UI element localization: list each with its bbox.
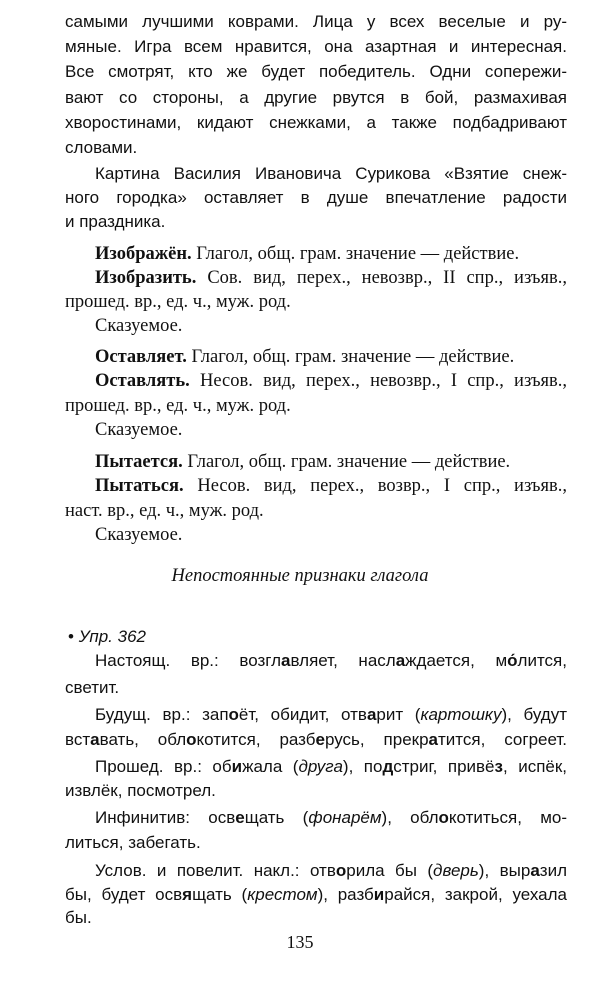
bold-text: з — [494, 757, 503, 776]
text-line — [95, 314, 567, 338]
text-segment: Сказуемое. — [95, 420, 183, 440]
text-segment: ёт, обидит, отв — [238, 705, 367, 724]
bold-text: и — [373, 885, 385, 904]
text-line — [95, 450, 567, 474]
text-line — [65, 676, 567, 700]
bold-text: о — [228, 705, 239, 724]
text-segment: светит. — [65, 678, 120, 697]
text-segment: стриг, привё — [393, 757, 495, 776]
text-segment: • — [68, 627, 79, 646]
text-segment: ), по — [342, 757, 383, 776]
text-segment: бы, будет осв — [65, 885, 183, 904]
italic-text: фонарём — [308, 808, 382, 827]
text-segment: лится, — [517, 651, 567, 670]
text-segment: котится, разб — [196, 730, 316, 749]
text-line — [95, 523, 567, 547]
page-number: 135 — [286, 932, 314, 952]
text-segment: вают со стороны, а другие рвутся в бой, размахивая — [65, 88, 567, 107]
text-line — [65, 906, 567, 930]
text-segment: Глагол, общ. грам. значение — действие. — [186, 347, 515, 367]
bold-text: Изобразить. — [95, 268, 197, 288]
text-line — [65, 210, 567, 234]
text-segment: Несов. вид, перех., возвр., I спр., изъяв., — [183, 476, 567, 496]
text-line — [95, 755, 567, 779]
text-segment: ), выр — [478, 861, 531, 880]
text-line — [95, 345, 567, 369]
text-segment: ), обл — [381, 808, 439, 827]
text-segment: Сказуемое. — [95, 316, 183, 336]
italic-text: дверь — [433, 861, 479, 880]
bold-text: Пытаться. — [95, 476, 184, 496]
text-segment: хворостинами, кидают снежками, а также подбадривают — [65, 113, 567, 132]
text-segment: наст. вр., ед. ч., муж. род. — [65, 501, 264, 521]
text-line — [65, 10, 567, 34]
bold-text: а — [428, 730, 439, 749]
text-segment: зил — [539, 861, 567, 880]
text-line — [95, 162, 567, 186]
text-segment: Сов. вид, перех., невозвр., II спр., изъяв., — [196, 268, 567, 288]
text-segment: вляет, насл — [290, 651, 396, 670]
bold-text: Изображён. — [95, 244, 192, 264]
text-segment: ), будут — [501, 705, 567, 724]
text-line — [95, 703, 567, 727]
bold-text: е — [235, 808, 245, 827]
text-segment: мяные. Игра всем нравится, она азартная и интересная. — [65, 37, 567, 56]
text-segment: ного городка» оставляет в душе впечатление радости — [65, 188, 567, 207]
bold-text: Оставлять. — [95, 371, 190, 391]
text-line — [95, 806, 567, 830]
section-heading — [0, 564, 600, 588]
text-segment: ждается, м — [405, 651, 508, 670]
text-segment: райся, закрой, уехала — [384, 885, 567, 904]
bold-text: а — [281, 651, 291, 670]
text-line — [65, 394, 567, 418]
text-segment: Несов. вид, перех., невозвр., I спр., изъяв., — [189, 371, 567, 391]
text-line — [65, 779, 567, 803]
text-segment: прошед. вр., ед. ч., муж. род. — [65, 396, 291, 416]
text-segment: жала ( — [242, 757, 299, 776]
bold-text: о — [438, 808, 449, 827]
text-segment: щать ( — [192, 885, 248, 904]
text-line — [65, 290, 567, 314]
bold-text: а — [395, 651, 406, 670]
text-segment: литься, забегать. — [65, 833, 201, 852]
text-line — [95, 418, 567, 442]
bold-text: о́ — [507, 651, 518, 670]
text-segment: и праздника. — [65, 212, 166, 231]
text-line — [95, 649, 567, 673]
bold-text: а — [530, 861, 540, 880]
bold-text: а — [366, 705, 377, 724]
bold-text: о — [186, 730, 197, 749]
bold-text: Оставляет. — [95, 347, 187, 367]
italic-text: друга — [298, 757, 343, 776]
text-segment: Будущ. вр.: зап — [95, 705, 229, 724]
text-segment: , испёк, — [502, 757, 568, 776]
bold-text: е — [315, 730, 325, 749]
text-line — [95, 369, 567, 393]
text-line — [65, 499, 567, 523]
italic-text: крестом — [247, 885, 318, 904]
text-segment: Все смотрят, кто же будет победитель. Одни сопережи- — [65, 62, 567, 81]
text-segment: щать ( — [244, 808, 309, 827]
text-segment: прошед. вр., ед. ч., муж. род. — [65, 292, 291, 312]
text-segment: котиться, мо- — [448, 808, 567, 827]
text-segment: извлёк, посмотрел. — [65, 781, 216, 800]
bold-text: а — [90, 730, 100, 749]
text-segment: рит ( — [376, 705, 421, 724]
text-segment: Услов. и повелит. накл.: отв — [95, 861, 336, 880]
text-segment: ), разб — [317, 885, 374, 904]
text-line — [95, 242, 567, 266]
text-line — [65, 831, 567, 855]
text-segment: Сказуемое. — [95, 525, 183, 545]
text-line — [65, 111, 567, 135]
text-line — [95, 266, 567, 290]
text-line — [65, 60, 567, 84]
text-line — [65, 136, 567, 160]
text-segment: русь, прекр — [324, 730, 429, 749]
text-segment: вст — [65, 730, 91, 749]
text-segment: Настоящ. вр.: возгл — [95, 651, 282, 670]
text-segment: самыми лучшими коврами. Лица у всех веселые и ру- — [65, 12, 567, 31]
italic-text: Упр. 362 — [78, 627, 146, 646]
bold-text: и — [231, 757, 243, 776]
text-line — [65, 86, 567, 110]
text-line — [95, 859, 567, 883]
bold-text: я — [182, 885, 193, 904]
bold-text: Пытается. — [95, 452, 183, 472]
bold-text: о — [335, 861, 347, 880]
text-segment: Глагол, общ. грам. значение — действие. — [191, 244, 520, 264]
text-line — [65, 883, 567, 907]
text-segment: Картина Василия Ивановича Сурикова «Взятие снеж- — [95, 164, 567, 183]
text-segment: Прошед. вр.: об — [95, 757, 232, 776]
text-segment: Инфинитив: осв — [95, 808, 236, 827]
text-line — [65, 186, 567, 210]
text-segment: вать, обл — [99, 730, 187, 749]
text-segment: Глагол, общ. грам. значение — действие. — [182, 452, 511, 472]
text-line — [65, 728, 567, 752]
italic-text: картошку — [420, 705, 502, 724]
text-segment: тится, согреет. — [438, 730, 567, 749]
exercise-label — [68, 625, 570, 649]
bold-text: д — [382, 757, 394, 776]
text-segment: бы. — [65, 908, 92, 927]
text-segment: словами. — [65, 138, 138, 157]
text-segment: рила бы ( — [346, 861, 434, 880]
text-line — [95, 474, 567, 498]
text-line — [65, 35, 567, 59]
text-segment: Непостоянные признаки глагола — [171, 566, 429, 586]
